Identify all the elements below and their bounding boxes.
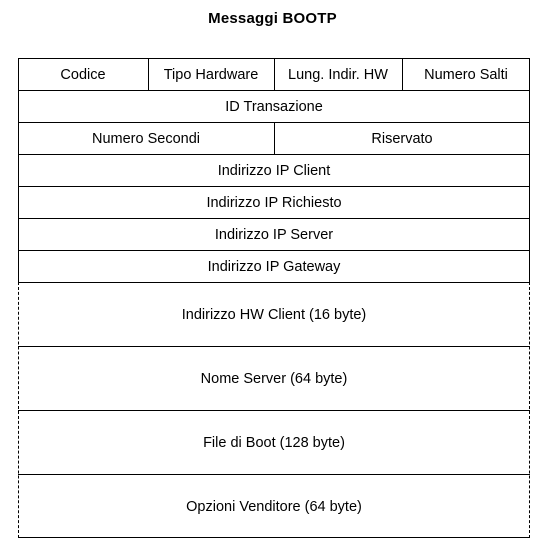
row-ip-client bbox=[18, 154, 530, 186]
row-ip-server bbox=[18, 218, 530, 250]
field-id-transazione: ID Transazione bbox=[225, 98, 323, 115]
field-nome-server: Nome Server (64 byte) bbox=[200, 370, 348, 387]
field-riservato: Riservato bbox=[371, 130, 433, 147]
field-numero-secondi: Numero Secondi bbox=[92, 130, 200, 147]
field-ip-client: Indirizzo IP Client bbox=[217, 162, 331, 179]
field-hw-client: Indirizzo HW Client (16 byte) bbox=[181, 306, 367, 323]
left-border-dashed bbox=[18, 282, 19, 538]
diagram-title: Messaggi BOOTP bbox=[208, 10, 337, 27]
row-opzioni-venditore bbox=[18, 474, 530, 538]
field-tipo-hardware: Tipo Hardware bbox=[163, 66, 259, 83]
field-codice: Codice bbox=[60, 66, 106, 83]
right-border-dashed bbox=[529, 282, 530, 538]
row-id-transazione bbox=[18, 90, 530, 122]
field-ip-gateway: Indirizzo IP Gateway bbox=[207, 258, 341, 275]
field-numero-salti: Numero Salti bbox=[424, 66, 508, 83]
field-ip-server: Indirizzo IP Server bbox=[214, 226, 334, 243]
field-file-boot: File di Boot (128 byte) bbox=[203, 434, 345, 451]
row-header-bytes bbox=[18, 58, 530, 90]
bottom-border bbox=[18, 537, 530, 538]
field-ip-richiesto: Indirizzo IP Richiesto bbox=[206, 194, 342, 211]
field-lung-indir-hw: Lung. Indir. HW bbox=[288, 66, 388, 83]
row-secondi-riservato bbox=[18, 122, 530, 154]
field-opzioni-venditore: Opzioni Venditore (64 byte) bbox=[186, 498, 362, 515]
row-ip-gateway bbox=[18, 250, 530, 282]
row-hw-client bbox=[18, 282, 530, 346]
right-border bbox=[529, 58, 530, 282]
row-ip-richiesto bbox=[18, 186, 530, 218]
row-file-boot bbox=[18, 410, 530, 474]
row-nome-server bbox=[18, 346, 530, 410]
bootp-message-diagram bbox=[18, 58, 530, 538]
left-border bbox=[18, 58, 19, 282]
